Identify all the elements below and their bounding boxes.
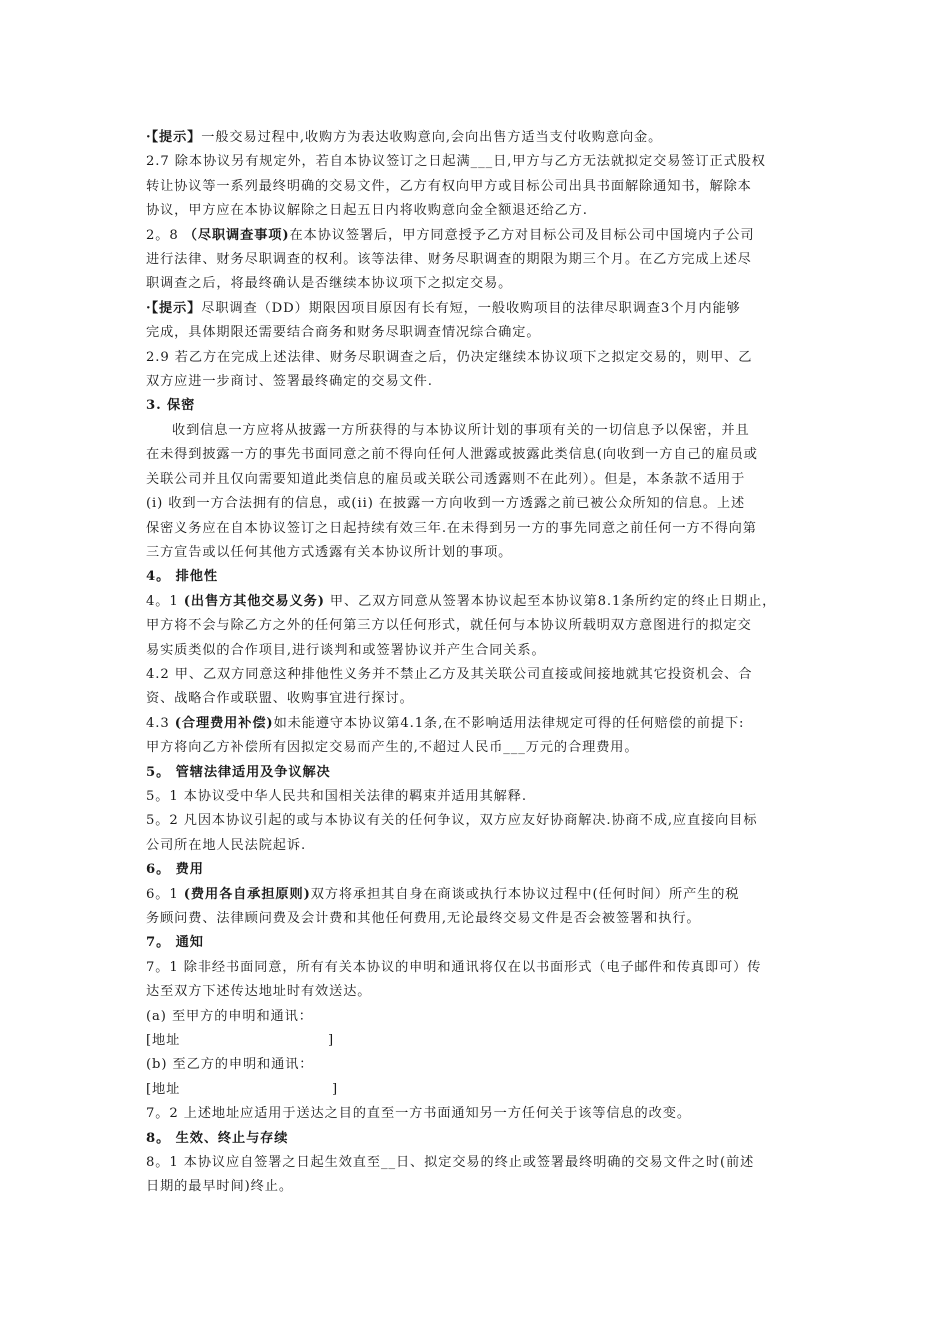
paragraph-line: 公司所在地人民法院起诉. <box>146 837 307 853</box>
section-heading-4: 4。 排他性 <box>146 569 218 585</box>
notice-item-b: (b) 至乙方的申明和通讯： <box>146 1057 314 1073</box>
section-heading-3: 3. 保密 <box>146 398 196 414</box>
clause-7-1: 7。1 除非经书面同意，所有有关本协议的申明和通讯将仅在以书面形式（电子邮件和传真即可）传 <box>146 959 762 975</box>
paragraph-line: 甲方将向乙方补偿所有因拟定交易而产生的,不超过人民币___万元的合理费用。 <box>146 740 639 756</box>
address-label: [地址 <box>146 1033 181 1049</box>
paragraph-line: 资、战略合作或联盟、收购事宜进行探讨。 <box>146 691 414 707</box>
clause-text: 如未能遵守本协议第4.1条,在不影响适用法律规定可得的任何赔偿的前提下: <box>273 715 745 731</box>
paragraph-line: 务顾问费、法律顾问费及会计费和其他任何费用,无论最终交易文件是否会被签署和执行。 <box>146 911 701 926</box>
paragraph-line: 易实质类似的合作项目,进行谈判和或签署协议并产生合同关系。 <box>146 642 546 658</box>
tip-label: ·【提示】 <box>146 130 202 145</box>
paragraph-line: 保密义务应在自本协议签订之日起持续有效三年.在未得到另一方的事先同意之前任何一方不得向第 <box>146 520 757 536</box>
address-line-b <box>146 1078 816 1102</box>
paragraph-line: (i) 收到一方合法拥有的信息，或(ii) 在披露一方向收到一方透露之前已被公众所知的信息。上述 <box>146 496 746 512</box>
clause-text: 双方将承担其自身在商谈或执行本协议过程中(任何时间）所产生的税 <box>310 886 740 902</box>
address-label: [地址 <box>146 1081 181 1097</box>
section-heading-5: 5。 管辖法律适用及争议解决 <box>146 764 331 780</box>
section-heading-8: 8。 生效、终止与存续 <box>146 1130 289 1146</box>
paragraph-line: 双方应进一步商讨、签署最终确定的交易文件. <box>146 374 433 390</box>
paragraph-line: 三方宣告或以任何其他方式透露有关本协议所计划的事项。 <box>146 544 513 560</box>
tip-text: 尽职调查（DD）期限因项目原因有长有短，一般收购项目的法律尽职调查3个月内能够 <box>201 300 741 316</box>
clause-number: 4。1 <box>146 593 184 609</box>
paragraph-line: 转让协议等一系列最终明确的交易文件，乙方有权向甲方或目标公司出具书面解除通知书，解除本 <box>146 178 752 194</box>
tip-label: ·【提示】 <box>146 300 202 316</box>
paragraph-line: 关联公司并且仅向需要知道此类信息的雇员或关联公司透露则不在此列）。但是，本条款不适用于 <box>146 471 746 487</box>
clause-4-3 <box>146 712 816 736</box>
address-bracket: ] <box>332 1081 339 1097</box>
notice-item-a: (a) 至甲方的申明和通讯： <box>146 1008 313 1024</box>
clause-4-2: 4.2 甲、乙双方同意这种排他性义务并不禁止乙方及其关联公司直接或间接地就其它投资机会、合 <box>146 666 753 682</box>
clause-8-1: 8。1 本协议应自签署之日起生效直至__日、拟定交易的终止或签署最终明确的交易文件之时(前述 <box>146 1155 755 1171</box>
paragraph-line: 进行法律、财务尽职调查的权利。该等法律、财务尽职调查的期限为期三个月。在乙方完成上述尽 <box>146 252 752 268</box>
clause-text: 在本协议签署后，甲方同意授予乙方对目标公司及目标公司中国境内子公司 <box>289 227 755 243</box>
clause-heading: （尽职调查事项) <box>183 227 290 243</box>
paragraph-line: 甲方将不会与除乙方之外的任何第三方以任何形式，就任何与本协议所载明双方意图进行的拟定交 <box>146 618 752 634</box>
clause-5-1: 5。1 本协议受中华人民共和国相关法律的羁束并适用其解释. <box>146 788 527 804</box>
clause-2-7: 2.7 除本协议另有规定外，若自本协议签订之日起满___日,甲方与乙方无法就拟定交易签订正式股权 <box>146 154 766 170</box>
tip-text: 一般交易过程中,收购方为表达收购意向,会向出售方适当支付收购意向金。 <box>201 130 663 145</box>
clause-6-1 <box>146 883 816 907</box>
clause-2-8 <box>146 224 816 248</box>
section-heading-6: 6。 费用 <box>146 862 204 878</box>
clause-heading: (出售方其他交易义务) <box>183 593 325 609</box>
clause-5-2: 5。2 凡因本协议引起的或与本协议有关的任何争议，双方应友好协商解决.协商不成,应直接向目标 <box>146 813 758 829</box>
paragraph-line: 在未得到披露一方的事先书面同意之前不得向任何人泄露或披露此类信息(向收到一方自己的雇员或 <box>146 447 758 463</box>
tip-line <box>146 297 816 321</box>
paragraph-line: 日期的最早时间)终止。 <box>146 1179 293 1195</box>
paragraph-line: 职调查之后，将最终确认是否继续本协议项下之拟定交易。 <box>146 276 513 292</box>
clause-4-1 <box>146 590 816 614</box>
clause-number: 2。8 <box>146 227 184 243</box>
clause-heading: (费用各自承担原则) <box>183 886 311 902</box>
clause-number: 6。1 <box>146 886 184 902</box>
tip-line <box>146 126 816 150</box>
clause-heading: (合理费用补偿) <box>174 715 274 731</box>
clause-text: 甲、乙双方同意从签署本协议起至本协议第8.1条所约定的终止日期止， <box>324 593 777 609</box>
paragraph-line: 收到信息一方应将从披露一方所获得的与本协议所计划的事项有关的一切信息予以保密，并且 <box>172 422 750 438</box>
paragraph-line: 完成，具体期限还需要结合商务和财务尽职调查情况综合确定。 <box>146 325 541 341</box>
clause-2-9: 2.9 若乙方在完成上述法律、财务尽职调查之后，仍决定继续本协议项下之拟定交易的，则甲、乙 <box>146 349 753 365</box>
address-line-a <box>146 1029 816 1053</box>
section-heading-7: 7。 通知 <box>146 935 204 951</box>
paragraph-line: 协议，甲方应在本协议解除之日起五日内将收购意向金全额退还给乙方. <box>146 203 588 219</box>
document-body <box>146 126 816 1200</box>
address-bracket: ] <box>328 1033 335 1049</box>
clause-7-2: 7。2 上述地址应适用于送达之目的直至一方书面通知另一方任何关于该等信息的改变。 <box>146 1106 691 1122</box>
paragraph-line: 达至双方下述传达地址时有效送达。 <box>146 984 372 1000</box>
clause-number: 4.3 <box>146 715 175 731</box>
